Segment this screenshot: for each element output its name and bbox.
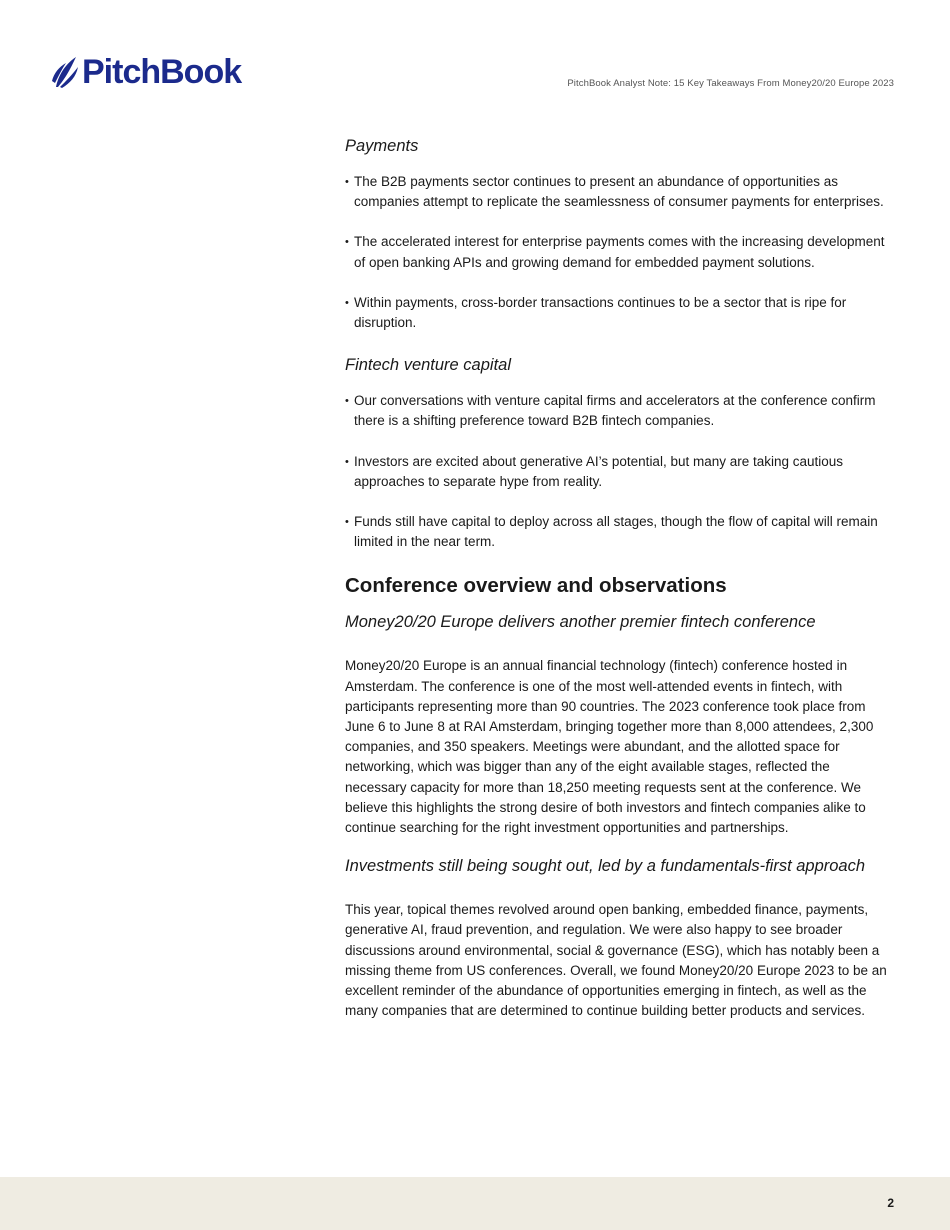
investments-paragraph: This year, topical themes revolved around open banking, embedded finance, payments, generative AI, fraud prevention, and regulation. We were also happy to see broader discussions around environmental, social & governance (ESG), which has notably been a missing theme from US conferences. Overall, we found Money20/20 Europe 2023 to be an excellent reminder of the abundance of opportunities emerging in fintech, as well as the many companies that are determined to continue building better products and services. — [345, 902, 887, 1019]
page-number: 2 — [887, 1196, 894, 1210]
subsection-heading-investments: Investments still being sought out, led by a fundamentals-first approach — [345, 857, 866, 876]
payments-heading: Payments — [345, 137, 419, 155]
subsection-heading-conference: Money20/20 Europe delivers another premier fintech conference — [345, 613, 816, 632]
footer-band — [0, 1177, 950, 1230]
list-item: • The accelerated interest for enterprise payments comes with the increasing development of open banking APIs and growing demand for embedded payment solutions. — [345, 232, 893, 272]
conference-paragraph: Money20/20 Europe is an annual financial technology (fintech) conference hosted in Amsterdam. The conference is one of the most well-attended events in fintech, with participants representing more than 90 countries. The 2023 conference took place from June 6 to June 8 at RAI Amsterdam, bringing together more than 8,000 attendees, 2,300 companies, and 350 speakers. Meetings were abundant, and the allotted space for networking, which was bigger than any of the eight available stages, reflected the necessary capacity for more than 18,250 meeting requests sent at the conference. We believe this highlights the strong desire of both investors and fintech companies alike to continue searching for the right investment opportunities and partnerships. — [345, 658, 874, 836]
pitchbook-leaf-icon — [50, 55, 80, 89]
main-content — [345, 134, 893, 1037]
payments-list — [345, 172, 893, 333]
section-heading: Conference overview and observations — [345, 574, 727, 598]
list-item: • Investors are excited about generative AI’s potential, but many are taking cautious approaches to separate hype from reality. — [345, 452, 893, 492]
logo-wordmark: PitchBook — [82, 53, 242, 91]
list-item: • Our conversations with venture capital firms and accelerators at the conference confirm there is a shifting preference toward B2B fintech companies. — [345, 391, 893, 431]
fintech-vc-heading: Fintech venture capital — [345, 356, 512, 375]
list-item: • The B2B payments sector continues to present an abundance of opportunities as companies attempt to replicate the seamlessness of consumer payments for enterprises. — [345, 172, 893, 212]
list-item: • Within payments, cross-border transactions continues to be a sector that is ripe for disruption. — [345, 293, 893, 333]
pitchbook-logo — [50, 52, 241, 92]
list-item: • Funds still have capital to deploy across all stages, though the flow of capital will remain limited in the near term. — [345, 512, 893, 552]
report-title-note: PitchBook Analyst Note: 15 Key Takeaways From Money20/20 Europe 2023 — [567, 78, 894, 89]
fintech-vc-list — [345, 391, 893, 552]
